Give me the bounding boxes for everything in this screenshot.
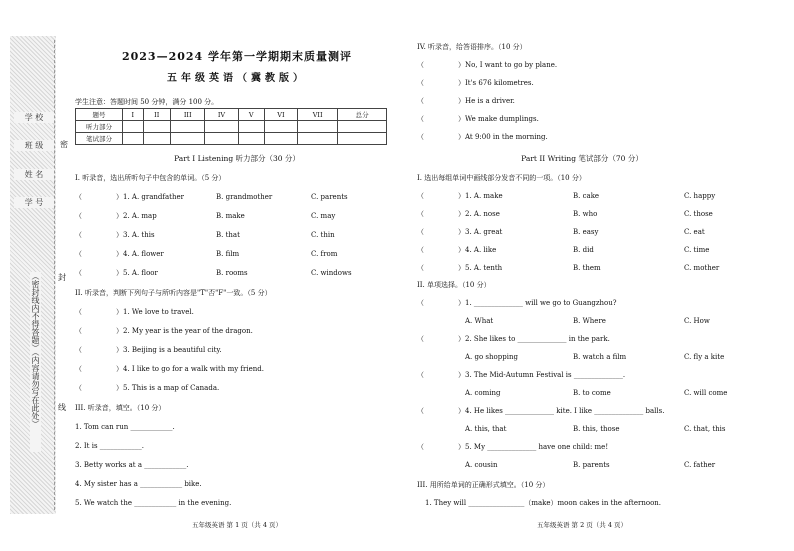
option-c: C. from [311, 250, 338, 258]
question-row: （ ）1. A. make B. cake C. happy [417, 192, 716, 200]
listening-section1-title: I. 听录音，选出所听句子中包含的单词。（5 分） [75, 174, 226, 182]
question-row: （ ）2. My year is the year of the dragon. [75, 327, 253, 335]
fill-row: 2. It is ____________. [75, 442, 144, 450]
seal-char-xian: 线 [58, 403, 66, 412]
question-row: （ ）4. A. like B. did C. time [417, 246, 710, 254]
listening-section2-list [75, 308, 395, 403]
option-a: ）3. A. this [116, 231, 155, 239]
student-notice: 学生注意：答题时间 50 分钟，满分 100 分。 [75, 98, 219, 106]
exam-subtitle: 五年级英语（冀教版） [167, 73, 307, 84]
mc-options: A. go shopping B. watch a film C. fly a kite [465, 353, 725, 361]
score-head: IV [205, 109, 238, 121]
name-label: 姓 名 [14, 169, 54, 180]
option-b: B. that [216, 231, 240, 239]
option-c: C. time [684, 246, 710, 254]
score-head: I [123, 109, 144, 121]
option-b: B. make [216, 212, 245, 220]
question-row: （ ）3. Beijing is a beautiful city. [75, 346, 222, 354]
option-c: C. mother [684, 264, 720, 272]
question-row: （ ）5. This is a map of Canada. [75, 384, 220, 392]
mc-question: （ ）1. ______________ will we go to Guangzhou? [417, 299, 617, 307]
mc-options: A. cousin B. parents C. father [465, 461, 716, 469]
question-row: （ ）It's 676 kilometres. [417, 79, 534, 87]
option-c: C. parents [311, 193, 348, 201]
option-c: C. eat [684, 228, 705, 236]
option-b: B. cake [573, 192, 600, 200]
option-c: C. windows [311, 269, 352, 277]
fill-row: 3. Betty works at a ____________. [75, 461, 189, 469]
score-row-label: 笔试部分 [76, 133, 123, 145]
score-head: VII [298, 109, 338, 121]
listening-section3-title: III. 听录音，填空。（10 分） [75, 404, 166, 412]
part2-title: Part II Writing 笔试部分（70 分） [521, 154, 643, 163]
option-b: B. did [573, 246, 594, 254]
question-row: （ ）4. A. flower B. film C. from [75, 250, 338, 258]
listening-section4-title: IV. 听录音，给答语排序。（10 分） [417, 43, 527, 51]
writing-section2-title: II. 单项选择。（10 分） [417, 281, 491, 289]
listening-section4-list [417, 61, 747, 151]
option-a: ）5. A. floor [116, 269, 158, 277]
school-label: 学 校 [14, 112, 54, 123]
score-table [75, 108, 387, 145]
option-b: B. rooms [216, 269, 248, 277]
score-head: 总分 [338, 109, 387, 121]
question-row: （ ）At 9:00 in the morning. [417, 133, 548, 141]
question-row: （ ）He is a driver. [417, 97, 515, 105]
option-b: B. film [216, 250, 240, 258]
writing-section2-list [417, 299, 747, 479]
question-row: （ ）5. A. floor B. rooms C. windows [75, 269, 352, 277]
mc-question: （ ）3. The Mid-Autumn Festival is ______________. [417, 371, 626, 379]
score-head: II [143, 109, 170, 121]
part1-title: Part I Listening 听力部分（30 分） [174, 154, 300, 163]
writing-section1-list [417, 192, 747, 282]
mc-question: （ ）5. My ______________ have one child: me! [417, 443, 609, 451]
option-c: C. happy [684, 192, 716, 200]
option-c: C. those [684, 210, 713, 218]
exam-title: 2023—2024 学年第一学期期末质量测评 [121, 50, 353, 63]
score-head: VI [264, 109, 297, 121]
seal-line [54, 40, 55, 510]
fill-row: 1. Tom can run ____________. [75, 423, 175, 431]
student-number-label: 学 号 [14, 197, 54, 208]
question-row: （ ）3. A. great B. easy C. eat [417, 228, 705, 236]
mc-options: A. coming B. to come C. will come [465, 389, 728, 397]
writing-section1-title: I. 选出每组单词中画线部分发音不同的一项。（10 分） [417, 174, 586, 182]
page-footer-right: 五年级英语 第 2 页（共 4 页） [536, 521, 628, 529]
fill-row: 1. They will ________________（make）moon cakes in the afternoon. [425, 499, 662, 507]
question-row: （ ）1. We love to travel. [75, 308, 194, 316]
score-head: III [170, 109, 204, 121]
score-head: 题号 [76, 109, 123, 121]
page-footer-left: 五年级英语 第 1 页（共 4 页） [191, 521, 283, 529]
question-row: （ ）We make dumplings. [417, 115, 539, 123]
class-label: 班 级 [14, 140, 54, 151]
seal-line-warning: （密封线内不得答题）（内容请勿写在此处） [30, 272, 41, 452]
option-c: C. may [311, 212, 336, 220]
option-b: B. who [573, 210, 598, 218]
listening-section3-list [75, 423, 395, 518]
question-row: （ ）No, I want to go by plane. [417, 61, 558, 69]
option-b: B. them [573, 264, 601, 272]
question-row: （ ）4. I like to go for a walk with my friend. [75, 365, 264, 373]
mc-question: （ ）2. She likes to ______________ in the park. [417, 335, 610, 343]
option-a: ）2. A. map [116, 212, 157, 220]
option-a: ）4. A. flower [116, 250, 164, 258]
question-row: （ ）2. A. map B. make C. may [75, 212, 336, 220]
score-row-label: 听力部分 [76, 121, 123, 133]
score-head: V [238, 109, 264, 121]
fill-row: 5. We watch the ____________ in the evening. [75, 499, 232, 507]
question-row: （ ）3. A. this B. that C. thin [75, 231, 335, 239]
question-row: （ ）5. A. tenth B. them C. mother [417, 264, 720, 272]
option-a: ）1. A. grandfather [116, 193, 184, 201]
mc-options: A. What B. Where C. How [465, 317, 710, 325]
mc-question: （ ）4. He likes ______________ kite. I like ______________ balls. [417, 407, 665, 415]
seal-char-mi: 密 [60, 140, 68, 149]
mc-options: A. this, that B. this, those C. that, this [465, 425, 726, 433]
seal-char-feng: 封 [58, 273, 66, 282]
question-row: （ ）2. A. nose B. who C. those [417, 210, 713, 218]
option-b: B. grandmother [216, 193, 273, 201]
question-row: （ ）1. A. grandfather B. grandmother C. parents [75, 193, 348, 201]
listening-section2-title: II. 听录音，判断下列句子与所听内容是"T"否"F"一致。（5 分） [75, 289, 272, 297]
option-b: B. easy [573, 228, 599, 236]
listening-section1-list [75, 193, 395, 288]
option-c: C. thin [311, 231, 335, 239]
writing-section3-title: III. 用所给单词的正确形式填空。（10 分） [417, 481, 550, 489]
fill-row: 4. My sister has a ____________ bike. [75, 480, 202, 488]
